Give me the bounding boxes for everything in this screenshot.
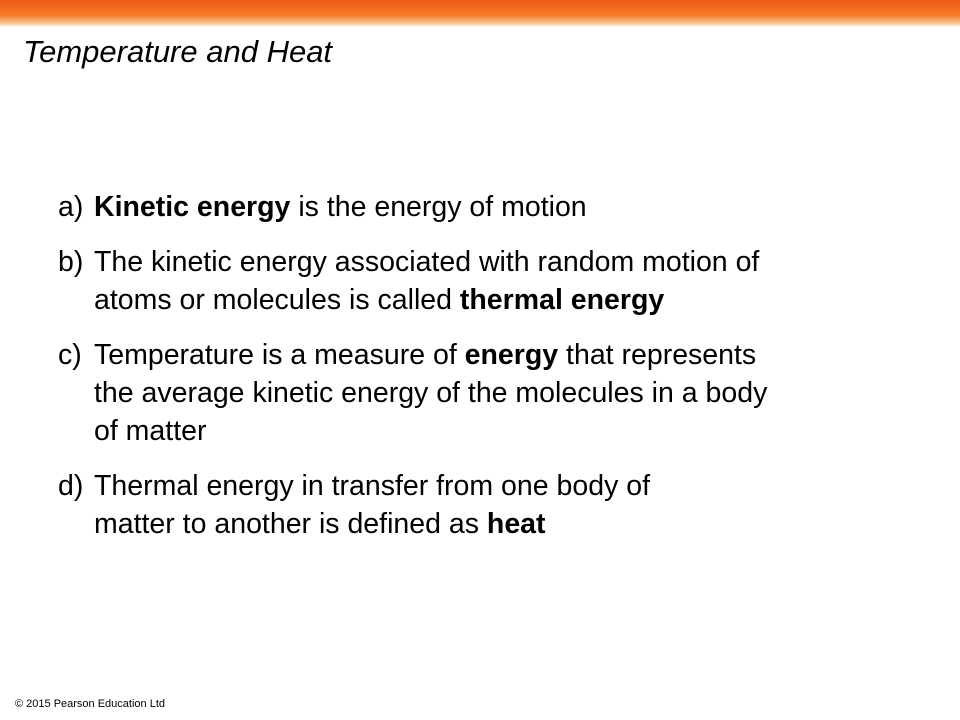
text-span: is the energy of motion [290,191,587,223]
text-span: The kinetic energy associated with random motion of [94,246,760,278]
list-item-c [58,336,938,450]
top-accent-bar [0,0,960,27]
text-line [94,243,924,281]
bold-term: energy [464,339,559,371]
slide-title: Temperature and Heat [23,34,333,69]
text-span: the average kinetic energy of the molecules in a body [94,377,768,409]
text-line [94,505,924,543]
text-span: that represents [558,339,757,371]
text-span: Temperature is a measure of [94,339,465,371]
list-item-text [94,243,924,319]
list-item-text [94,336,924,450]
text-line [94,374,924,412]
text-line [94,467,924,505]
list-item-d [58,467,938,543]
text-span: atoms or molecules is called [94,284,460,316]
text-span: matter to another is defined as [94,508,487,540]
text-line [94,336,924,374]
bullet-list [58,188,938,543]
copyright-footer: © 2015 Pearson Education Ltd [15,698,165,710]
list-item-text [94,188,924,226]
text-line [94,188,924,226]
bold-term: heat [486,508,546,540]
text-span: Thermal energy in transfer from one body of [94,470,651,502]
list-item-text [94,467,924,543]
list-marker: c) [58,339,82,371]
text-line [94,412,924,450]
list-marker: b) [58,246,84,278]
list-item-b [58,243,938,319]
list-item-a [58,188,938,226]
list-marker: d) [58,470,84,502]
list-marker: a) [58,191,84,223]
bold-term: Kinetic energy [94,191,291,223]
text-line [94,281,924,319]
text-span: of matter [94,415,207,447]
bold-term: thermal energy [459,284,665,316]
